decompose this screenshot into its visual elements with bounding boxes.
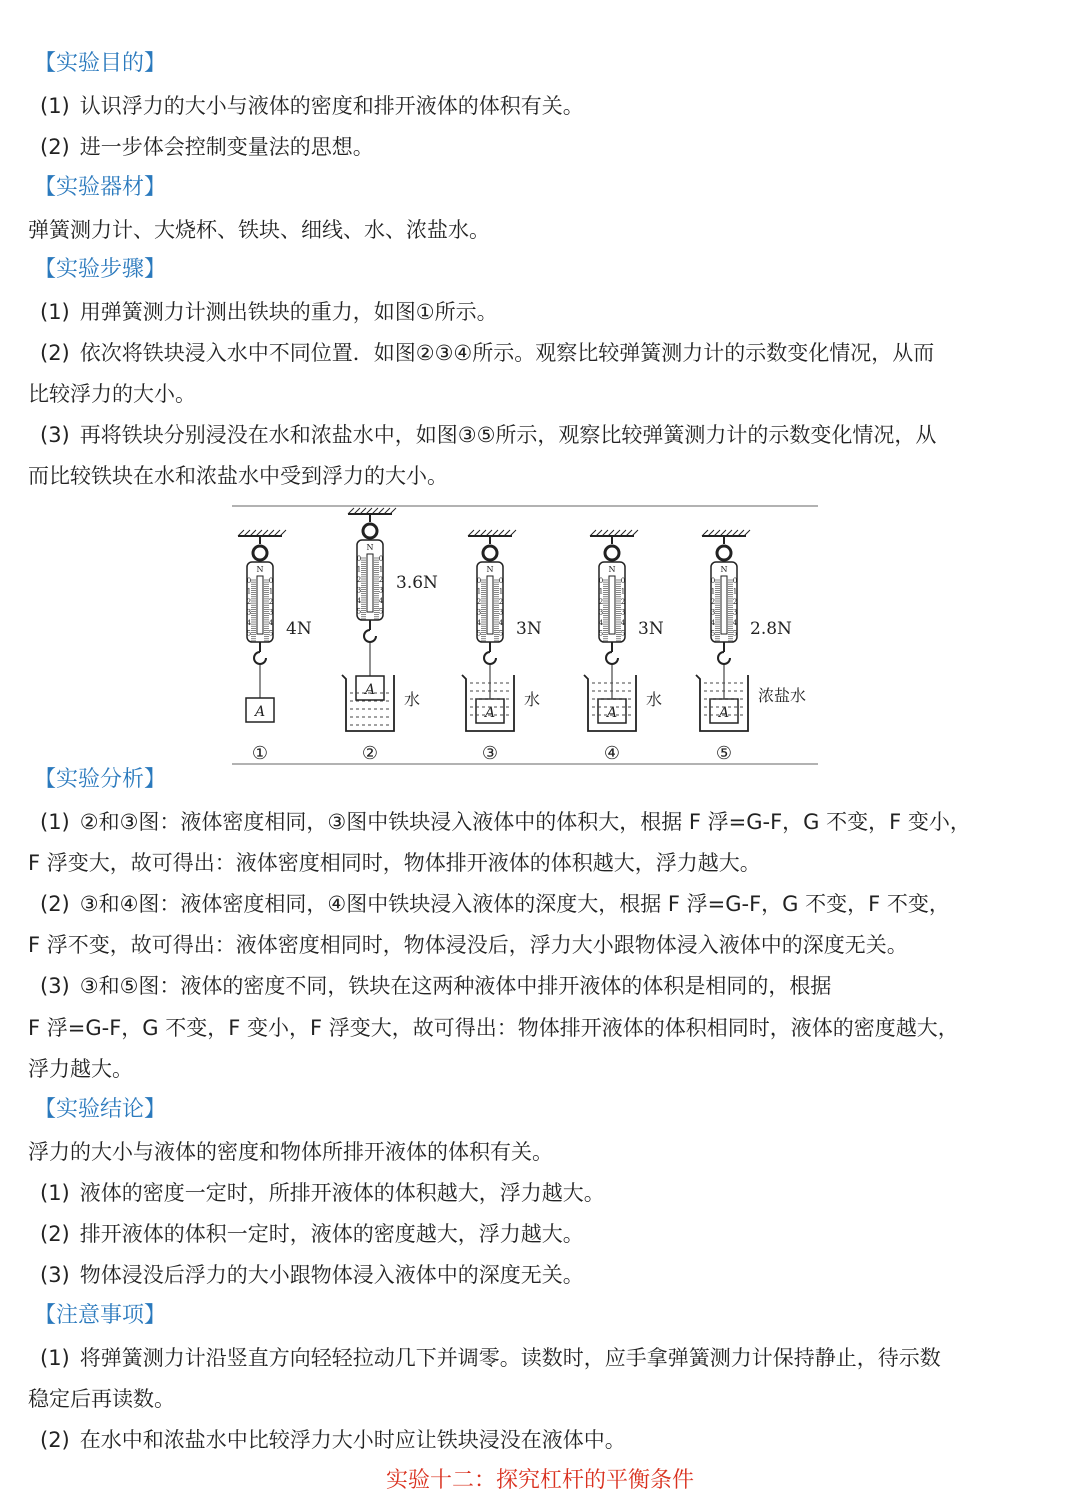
scale-number: 0 xyxy=(620,577,626,585)
scale-number: 3 xyxy=(710,608,716,617)
analysis-item xyxy=(40,972,1050,1000)
scale-number: 2 xyxy=(598,598,604,606)
step-item-continued: 而比较铁块在水和浓盐水中受到浮力的大小。 xyxy=(28,464,448,488)
spring-scale-panel xyxy=(342,508,438,764)
item-number: (1) xyxy=(40,94,70,118)
purpose-item xyxy=(40,133,1050,161)
spring-scale-panel xyxy=(462,530,542,764)
scale-reading: 4N xyxy=(286,619,312,639)
panel-number: ② xyxy=(361,743,379,764)
scale-number: 3 xyxy=(268,608,274,617)
ceiling-hatch xyxy=(632,530,638,536)
step-item-continued: 比较浮力的大小。 xyxy=(28,382,196,406)
analysis-item xyxy=(40,808,1050,836)
liquid-label: 水 xyxy=(646,690,663,709)
hook xyxy=(364,630,376,642)
step-item xyxy=(40,339,1050,367)
scale-unit-label: N xyxy=(486,565,494,574)
scale-number: 1 xyxy=(378,565,384,574)
item-number: (2) xyxy=(40,1428,70,1452)
equipment-heading: 【实验器材】 xyxy=(34,175,167,200)
analysis-item-continued: 浮力越大。 xyxy=(28,1057,133,1081)
scale-unit-label: N xyxy=(256,565,264,574)
scale-number: 5 xyxy=(710,629,716,638)
scale-number: 1 xyxy=(598,587,604,596)
panel-number: ③ xyxy=(481,743,499,764)
item-text: 进一步体会控制变量法的思想。 xyxy=(79,135,374,159)
hook xyxy=(484,652,496,664)
analysis-item-continued: F 浮不变，故可得出：液体密度相同时，物体浸没后，浮力大小跟物体浸入液体中的深度无关。 xyxy=(28,933,908,957)
block-label: A xyxy=(606,705,618,721)
scale-number: 4 xyxy=(598,619,604,627)
scale-number: 4 xyxy=(620,619,626,627)
scale-number: 1 xyxy=(710,587,716,596)
scale-number: 5 xyxy=(356,607,362,616)
scale-number: 4 xyxy=(476,619,482,627)
scale-number: 0 xyxy=(710,577,716,585)
scale-slot xyxy=(367,554,373,612)
note-item-continued: 稳定后再读数。 xyxy=(28,1387,175,1411)
scale-number: 4 xyxy=(268,619,274,627)
scale-number: 4 xyxy=(498,619,504,627)
scale-number: 1 xyxy=(246,587,252,596)
scale-number: 3 xyxy=(498,608,504,617)
scale-number: 3 xyxy=(598,608,604,617)
analysis-item xyxy=(40,890,1050,918)
scale-unit-label: N xyxy=(720,565,728,574)
scale-number: 0 xyxy=(356,555,362,563)
scale-number: 5 xyxy=(598,629,604,638)
block-label: A xyxy=(364,682,376,698)
item-number: (1) xyxy=(40,300,70,324)
scale-number: 2 xyxy=(356,576,362,584)
hook xyxy=(718,652,730,664)
scale-number: 0 xyxy=(476,577,482,585)
scale-number: 5 xyxy=(620,629,626,638)
scale-number: 3 xyxy=(356,586,362,595)
scale-number: 1 xyxy=(476,587,482,596)
note-item xyxy=(40,1344,1050,1372)
ceiling-hatch xyxy=(744,530,750,536)
scale-number: 5 xyxy=(498,629,504,638)
scale-number: 0 xyxy=(246,577,252,585)
hook xyxy=(606,652,618,664)
purpose-heading: 【实验目的】 xyxy=(34,51,167,76)
item-number: (3) xyxy=(40,423,70,447)
item-text: 认识浮力的大小与液体的密度和排开液体的体积有关。 xyxy=(79,94,584,118)
scale-number: 2 xyxy=(268,598,274,606)
scale-reading: 3N xyxy=(638,619,664,639)
item-text: 用弹簧测力计测出铁块的重力，如图①所示。 xyxy=(79,300,498,324)
scale-number: 5 xyxy=(246,629,252,638)
panel-number: ④ xyxy=(603,743,621,764)
step-item xyxy=(40,298,1050,326)
scale-number: 2 xyxy=(498,598,504,606)
scale-number: 3 xyxy=(732,608,738,617)
scale-slot xyxy=(257,576,263,634)
scale-number: 3 xyxy=(378,586,384,595)
scale-slot xyxy=(609,576,615,634)
scale-number: 2 xyxy=(620,598,626,606)
conclusion-text: 浮力的大小与液体的密度和物体所排开液体的体积有关。 xyxy=(28,1140,553,1164)
item-number: (3) xyxy=(40,974,70,998)
purpose-item xyxy=(40,92,1050,120)
scale-number: 4 xyxy=(246,619,252,627)
item-number: (2) xyxy=(40,1222,70,1246)
item-text: 依次将铁块浸入水中不同位置．如图②③④所示。观察比较弹簧测力计的示数变化情况，从而 xyxy=(79,341,935,365)
item-text: ③和⑤图：液体的密度不同，铁块在这两种液体中排开液体的体积是相同的，根据 xyxy=(79,974,832,998)
block-label: A xyxy=(484,705,496,721)
ring xyxy=(717,546,731,560)
panel-number: ① xyxy=(251,743,269,764)
item-number: (3) xyxy=(40,1263,70,1287)
scale-number: 2 xyxy=(476,598,482,606)
scale-number: 2 xyxy=(732,598,738,606)
conclusion-item xyxy=(40,1261,1050,1289)
scale-reading: 2.8N xyxy=(750,619,792,639)
item-text: 物体浸没后浮力的大小跟物体浸入液体中的深度无关。 xyxy=(79,1263,584,1287)
item-number: (1) xyxy=(40,1181,70,1205)
scale-number: 0 xyxy=(378,555,384,563)
ring xyxy=(483,546,497,560)
liquid-label: 水 xyxy=(404,690,421,709)
experiment-figure xyxy=(232,503,820,767)
next-section-title: 实验十二：探究杠杆的平衡条件 xyxy=(385,1468,694,1493)
scale-number: 1 xyxy=(620,587,626,596)
ring xyxy=(253,546,267,560)
item-number: (2) xyxy=(40,135,70,159)
scale-reading: 3N xyxy=(516,619,542,639)
item-number: (2) xyxy=(40,892,70,916)
panel-number: ⑤ xyxy=(715,743,733,764)
item-text: ③和④图：液体密度相同，④图中铁块浸入液体的深度大，根据 F 浮=G-F，G 不变，F 不变， xyxy=(79,892,950,916)
scale-slot xyxy=(487,576,493,634)
item-text: 将弹簧测力计沿竖直方向轻轻拉动几下并调零。读数时，应手拿弹簧测力计保持静止，待示数 xyxy=(79,1346,941,1370)
scale-number: 0 xyxy=(268,577,274,585)
scale-number: 1 xyxy=(268,587,274,596)
scale-number: 2 xyxy=(378,576,384,584)
analysis-item-continued: F 浮=G-F，G 不变，F 变小，F 浮变大，故可得出：物体排开液体的体积相同时，液体的密度越大， xyxy=(28,1016,959,1040)
conclusion-item xyxy=(40,1220,1050,1248)
equipment-text: 弹簧测力计、大烧杯、铁块、细线、水、浓盐水。 xyxy=(28,218,490,242)
ring xyxy=(363,524,377,538)
item-text: ②和③图：液体密度相同，③图中铁块浸入液体中的体积大，根据 F 浮=G-F，G 不变，F 变小， xyxy=(79,810,971,834)
scale-number: 5 xyxy=(732,629,738,638)
spring-scale-panel xyxy=(238,530,312,764)
scale-number: 3 xyxy=(246,608,252,617)
ceiling-hatch xyxy=(280,530,286,536)
ring xyxy=(605,546,619,560)
ceiling-hatch xyxy=(510,530,516,536)
liquid-label: 水 xyxy=(524,690,541,709)
item-text: 液体的密度一定时，所排开液体的体积越大，浮力越大。 xyxy=(79,1181,605,1205)
item-number: (2) xyxy=(40,341,70,365)
analysis-heading: 【实验分析】 xyxy=(34,767,167,792)
liquid-label: 浓盐水 xyxy=(758,686,807,705)
item-text: 再将铁块分别浸没在水和浓盐水中，如图③⑤所示，观察比较弹簧测力计的示数变化情况，从 xyxy=(79,423,937,447)
analysis-item-continued: F 浮变大，故可得出：液体密度相同时，物体排开液体的体积越大，浮力越大。 xyxy=(28,851,761,875)
scale-number: 2 xyxy=(710,598,716,606)
hook xyxy=(254,652,266,664)
notes-heading: 【注意事项】 xyxy=(34,1303,167,1328)
scale-number: 4 xyxy=(378,597,384,605)
conclusion-heading: 【实验结论】 xyxy=(34,1097,167,1122)
scale-number: 4 xyxy=(710,619,716,627)
scale-number: 4 xyxy=(356,597,362,605)
spring-scale-panel xyxy=(696,530,806,764)
ceiling-hatch xyxy=(390,508,396,514)
scale-unit-label: N xyxy=(366,543,374,552)
scale-number: 1 xyxy=(732,587,738,596)
scale-number: 1 xyxy=(498,587,504,596)
spring-scale-panel xyxy=(584,530,664,764)
scale-number: 0 xyxy=(598,577,604,585)
block-label: A xyxy=(718,705,730,721)
scale-number: 3 xyxy=(620,608,626,617)
item-text: 在水中和浓盐水中比较浮力大小时应让铁块浸没在液体中。 xyxy=(79,1428,626,1452)
scale-number: 5 xyxy=(476,629,482,638)
scale-number: 3 xyxy=(476,608,482,617)
steps-heading: 【实验步骤】 xyxy=(34,257,167,282)
scale-number: 5 xyxy=(268,629,274,638)
note-item xyxy=(40,1426,1050,1454)
scale-number: 4 xyxy=(732,619,738,627)
scale-number: 0 xyxy=(732,577,738,585)
scale-unit-label: N xyxy=(608,565,616,574)
scale-number: 0 xyxy=(498,577,504,585)
item-text: 排开液体的体积一定时，液体的密度越大，浮力越大。 xyxy=(79,1222,584,1246)
item-number: (1) xyxy=(40,810,70,834)
scale-slot xyxy=(721,576,727,634)
step-item xyxy=(40,421,1050,449)
conclusion-item xyxy=(40,1179,1050,1207)
scale-number: 5 xyxy=(378,607,384,616)
scale-number: 1 xyxy=(356,565,362,574)
item-number: (1) xyxy=(40,1346,70,1370)
block-label: A xyxy=(254,704,266,720)
scale-number: 2 xyxy=(246,598,252,606)
scale-reading: 3.6N xyxy=(396,573,438,593)
